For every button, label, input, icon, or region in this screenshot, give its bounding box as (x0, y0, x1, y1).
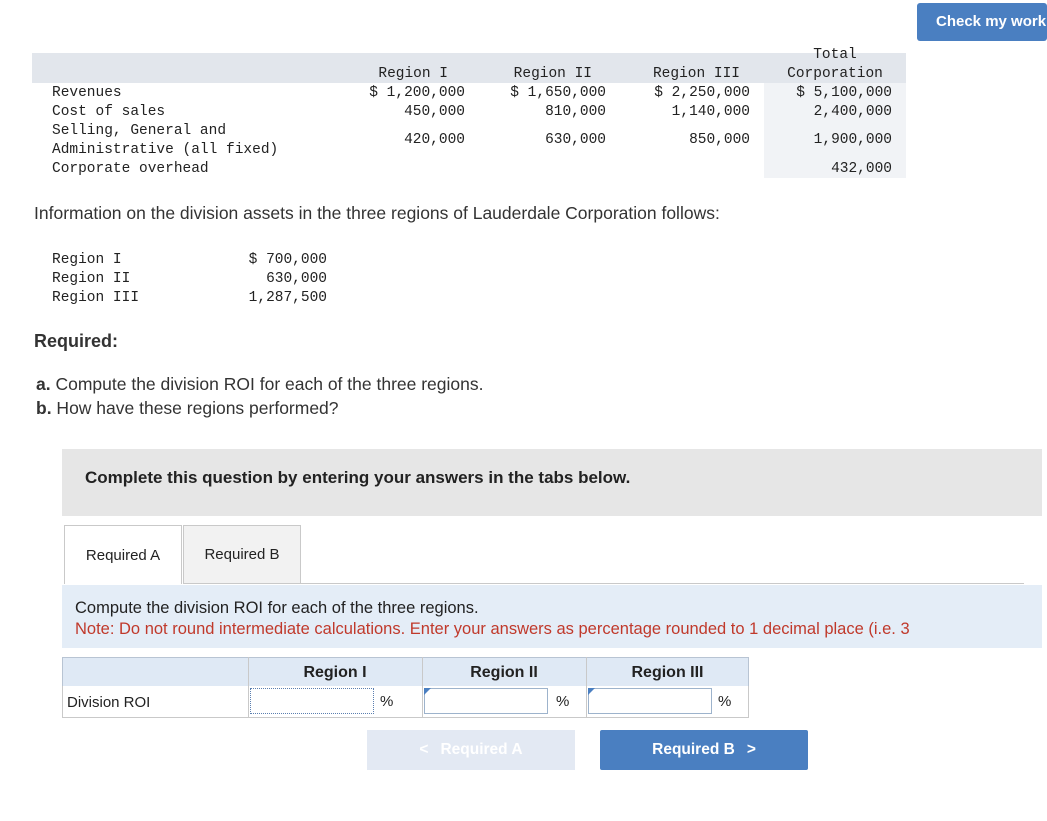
percent-unit-region-1: % (380, 693, 394, 710)
cost-total: 2,400,000 (813, 104, 892, 120)
asset-label-region-2: Region II (52, 271, 131, 287)
header-region-2: Region II (513, 66, 592, 82)
sga-region-1: 420,000 (404, 132, 465, 148)
row-label-sga-line1: Selling, General and (52, 123, 227, 139)
revenues-region-1: $ 1,200,000 (369, 85, 465, 101)
assets-intro-text: Information on the division assets in the three regions of Lauderdale Corporation follows: (34, 203, 720, 223)
header-corporation: Corporation (787, 66, 883, 82)
required-a-prefix: a. (36, 374, 51, 394)
percent-unit-region-3: % (718, 693, 732, 710)
tab-required-a[interactable]: Required A (64, 525, 182, 584)
sga-region-2: 630,000 (545, 132, 606, 148)
required-b-text: How have these regions performed? (51, 398, 339, 418)
required-a-text: Compute the division ROI for each of the three regions. (50, 374, 484, 394)
row-label-sga-line2: Administrative (all fixed) (52, 142, 279, 158)
input-marker-icon (588, 688, 595, 695)
sga-total: 1,900,000 (813, 132, 892, 148)
revenues-region-2: $ 1,650,000 (510, 85, 606, 101)
header-total: Total (813, 47, 857, 63)
required-b-prefix: b. (36, 398, 52, 418)
sga-region-3: 850,000 (689, 132, 750, 148)
required-b (36, 398, 339, 419)
next-required-b-button[interactable] (600, 730, 808, 770)
asset-label-region-3: Region III (52, 290, 140, 306)
revenues-region-3: $ 2,250,000 (654, 85, 750, 101)
header-region-3: Region III (652, 66, 740, 82)
row-label-division-roi: Division ROI (67, 694, 151, 711)
next-button-label: Required B (652, 741, 735, 758)
revenues-total: $ 5,100,000 (796, 85, 892, 101)
tab-divider (301, 583, 1024, 584)
prev-button-label: Required A (440, 741, 523, 758)
cost-region-1: 450,000 (404, 104, 465, 120)
roi-input-region-2[interactable] (424, 688, 548, 714)
asset-value-region-1: $ 700,000 (248, 252, 327, 268)
instruction-text: Compute the division ROI for each of the three regions. (75, 599, 479, 617)
rounding-note: Note: Do not round intermediate calculations. Enter your answers as percentage rounded to 1 decimal place (i.e. 3 (75, 620, 910, 638)
panel-heading: Complete this question by entering your answers in the tabs below. (85, 468, 631, 487)
prev-required-a-button[interactable] (367, 730, 575, 770)
required-a (36, 374, 483, 395)
roi-input-region-1[interactable] (250, 688, 374, 714)
col-header-region-2: Region II (470, 664, 538, 681)
corporate-overhead-total: 432,000 (831, 161, 892, 177)
asset-value-region-3: 1,287,500 (248, 290, 327, 306)
tab-required-b[interactable]: Required B (183, 525, 301, 584)
required-heading: Required: (34, 331, 119, 351)
col-header-region-3: Region III (631, 664, 704, 681)
input-marker-icon (424, 688, 431, 695)
header-region-1: Region I (378, 66, 448, 82)
row-label-cost-of-sales: Cost of sales (52, 104, 166, 120)
row-label-corporate-overhead: Corporate overhead (52, 161, 209, 177)
check-my-work-button[interactable]: Check my work (917, 3, 1047, 41)
roi-input-region-3[interactable] (588, 688, 712, 714)
chevron-left-icon: < (419, 741, 429, 758)
row-label-revenues: Revenues (52, 85, 122, 101)
asset-value-region-2: 630,000 (266, 271, 327, 287)
asset-label-region-1: Region I (52, 252, 122, 268)
col-header-region-1: Region I (303, 664, 367, 681)
cost-region-3: 1,140,000 (671, 104, 750, 120)
chevron-right-icon: > (746, 741, 756, 758)
cost-region-2: 810,000 (545, 104, 606, 120)
percent-unit-region-2: % (556, 693, 570, 710)
